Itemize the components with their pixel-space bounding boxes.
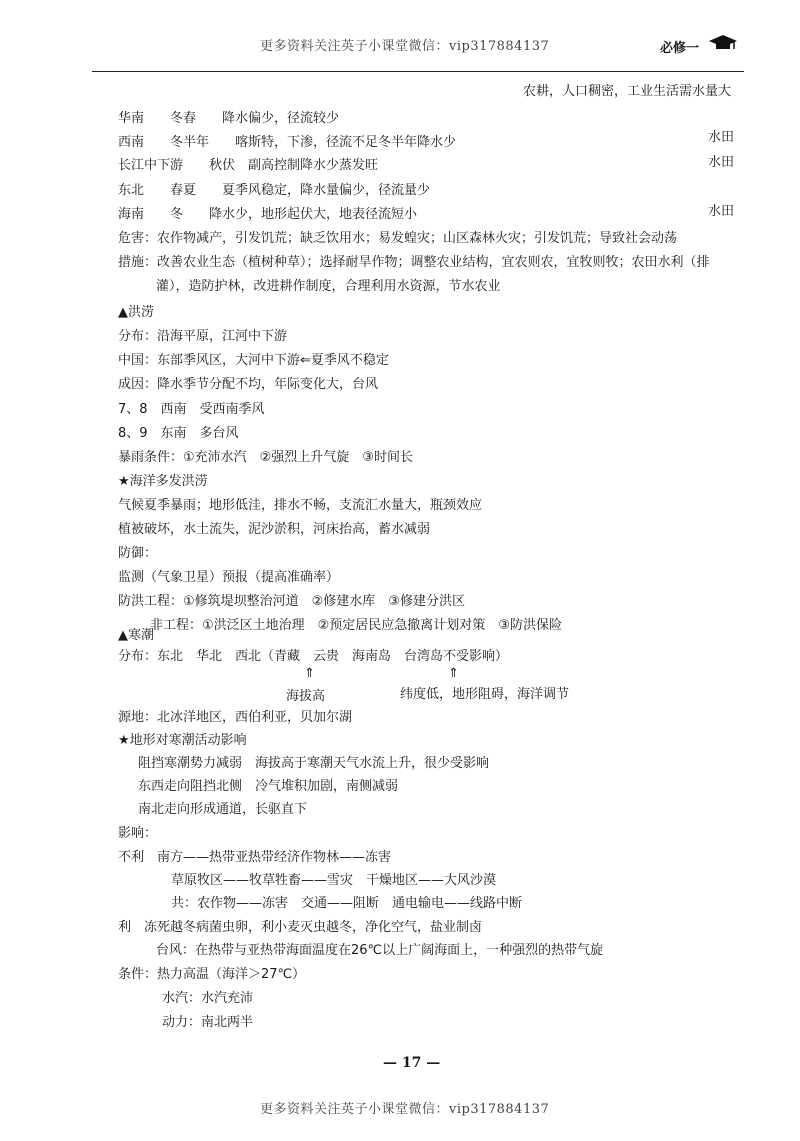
reason-low-latitude: 纬度低，地形阻碍，海洋调节: [400, 687, 570, 702]
impact-good: 利 冻死越冬病菌虫卵，利小麦灭虫越冬，净化空气，盐业制卤: [118, 920, 483, 935]
drought-harm: 危害：农作物减产，引发饥荒；缺乏饮用水；易发蝗灾；山区森林火灾；引发饥荒；导致社会动荡: [118, 231, 678, 246]
flood-china: 中国：东部季风区，大河中下游⇐夏季风不稳定: [118, 353, 389, 368]
typhoon-condition-3: 动力：南北两半: [162, 1015, 254, 1030]
page-number: — 17 —: [383, 1055, 441, 1071]
terrain-item-3: 南北走向形成通道，长驱直下: [138, 802, 308, 817]
flood-month-78: 7、8 西南 受西南季风: [118, 402, 265, 417]
drought-row-huanan: 华南 冬春 降水偏少，径流较少: [118, 111, 340, 126]
flood-vegetation: 植被破坏，水土流失，泥沙淤积，河床抬高，蓄水减弱: [118, 522, 431, 537]
flood-climate: 气候夏季暴雨；地形低洼，排水不畅，支流汇水量大，瓶颈效应: [118, 498, 483, 513]
right-note-top: 农耕，人口稠密，工业生活需水量大: [523, 84, 732, 99]
cold-wave-source: 源地：北冰洋地区，西伯利亚，贝加尔湖: [118, 710, 353, 725]
right-note-2: 水田: [708, 155, 735, 170]
cold-wave-title: ▲寒潮: [118, 628, 154, 643]
drought-row-hainan: 海南 冬 降水少，地形起伏大，地表径流短小: [118, 207, 418, 222]
flood-title: ▲洪涝: [118, 305, 154, 320]
drought-row-changjiang: 长江中下游 秋伏 副高控制降水少蒸发旺: [118, 158, 379, 173]
flood-distribution: 分布：沿海平原，江河中下游: [118, 329, 288, 344]
impact-bad-2: 草原牧区——牧草牲畜——雪灾 干燥地区——大风沙漠: [171, 873, 497, 888]
cold-wave-distribution: 分布：东北 华北 西北（青藏 云贵 海南岛 台湾岛不受影响）: [118, 649, 509, 664]
right-note-1: 水田: [708, 130, 735, 145]
arrow-up-icon: ⇑: [304, 666, 315, 681]
reason-high-altitude: 海拔高: [286, 689, 326, 704]
watermark-bottom: 更多资料关注英子小课堂微信：vip317884137: [260, 1102, 550, 1117]
right-note-3: 水田: [708, 204, 735, 219]
drought-row-xinan: 西南 冬半年 喀斯特，下渗，径流不足冬半年降水少: [118, 135, 457, 150]
terrain-item-1: 阻挡寒潮势力减弱 海拔高于寒潮天气水流上升，很少受影响: [138, 756, 490, 771]
flood-engineering: 防洪工程：①修筑堤坝整治河道 ②修建水库 ③修建分洪区: [118, 594, 465, 609]
drought-measures-1: 措施：改善农业生态（植树种草）；选择耐旱作物；调整农业结构，宜农则农，宜牧则牧；农田水利（排: [118, 255, 710, 270]
flood-ocean-title: ★海洋多发洪涝: [118, 474, 208, 489]
flood-defense: 防御：: [118, 546, 158, 561]
impact-label: 影响：: [118, 826, 158, 841]
typhoon-definition: 台风：在热带与亚热带海面温度在26℃以上广阔海面上，一种强烈的热带气旋: [156, 943, 604, 958]
flood-non-engineering: 非工程：①洪泛区土地治理 ②预定居民应急撤离计划对策 ③防洪保险: [150, 618, 562, 633]
typhoon-condition-1: 条件：热力高温（海洋＞27℃）: [118, 967, 306, 982]
watermark-top: 更多资料关注英子小课堂微信：vip317884137: [260, 39, 550, 54]
drought-measures-2: 灌），造防护林，改进耕作制度，合理利用水资源，节水农业: [156, 279, 501, 294]
terrain-title: ★地形对寒潮活动影响: [118, 733, 247, 748]
graduation-cap-icon: [707, 32, 739, 52]
arrow-up-icon: ⇑: [448, 666, 459, 681]
drought-row-dongbei: 东北 春夏 夏季风稳定，降水量偏少，径流量少: [118, 183, 431, 198]
typhoon-condition-2: 水汽：水汽充沛: [162, 991, 254, 1006]
header-badge: 必修一: [660, 41, 700, 56]
terrain-item-2: 东西走向阻挡北侧 冷气堆积加剧，南侧减弱: [138, 779, 399, 794]
impact-bad-1: 不利 南方——热带亚热带经济作物林——冻害: [118, 850, 392, 865]
flood-cause: 成因：降水季节分配不均，年际变化大，台风: [118, 377, 379, 392]
flood-monitor: 监测（气象卫星）预报（提高准确率）: [118, 570, 340, 585]
header-rule: [92, 71, 744, 72]
flood-month-89: 8、9 东南 多台风: [118, 426, 239, 441]
flood-rainstorm: 暴雨条件：①充沛水汽 ②强烈上升气旋 ③时间长: [118, 450, 413, 465]
impact-bad-3: 共：农作物——冻害 交通——阻断 通电输电——线路中断: [171, 896, 523, 911]
